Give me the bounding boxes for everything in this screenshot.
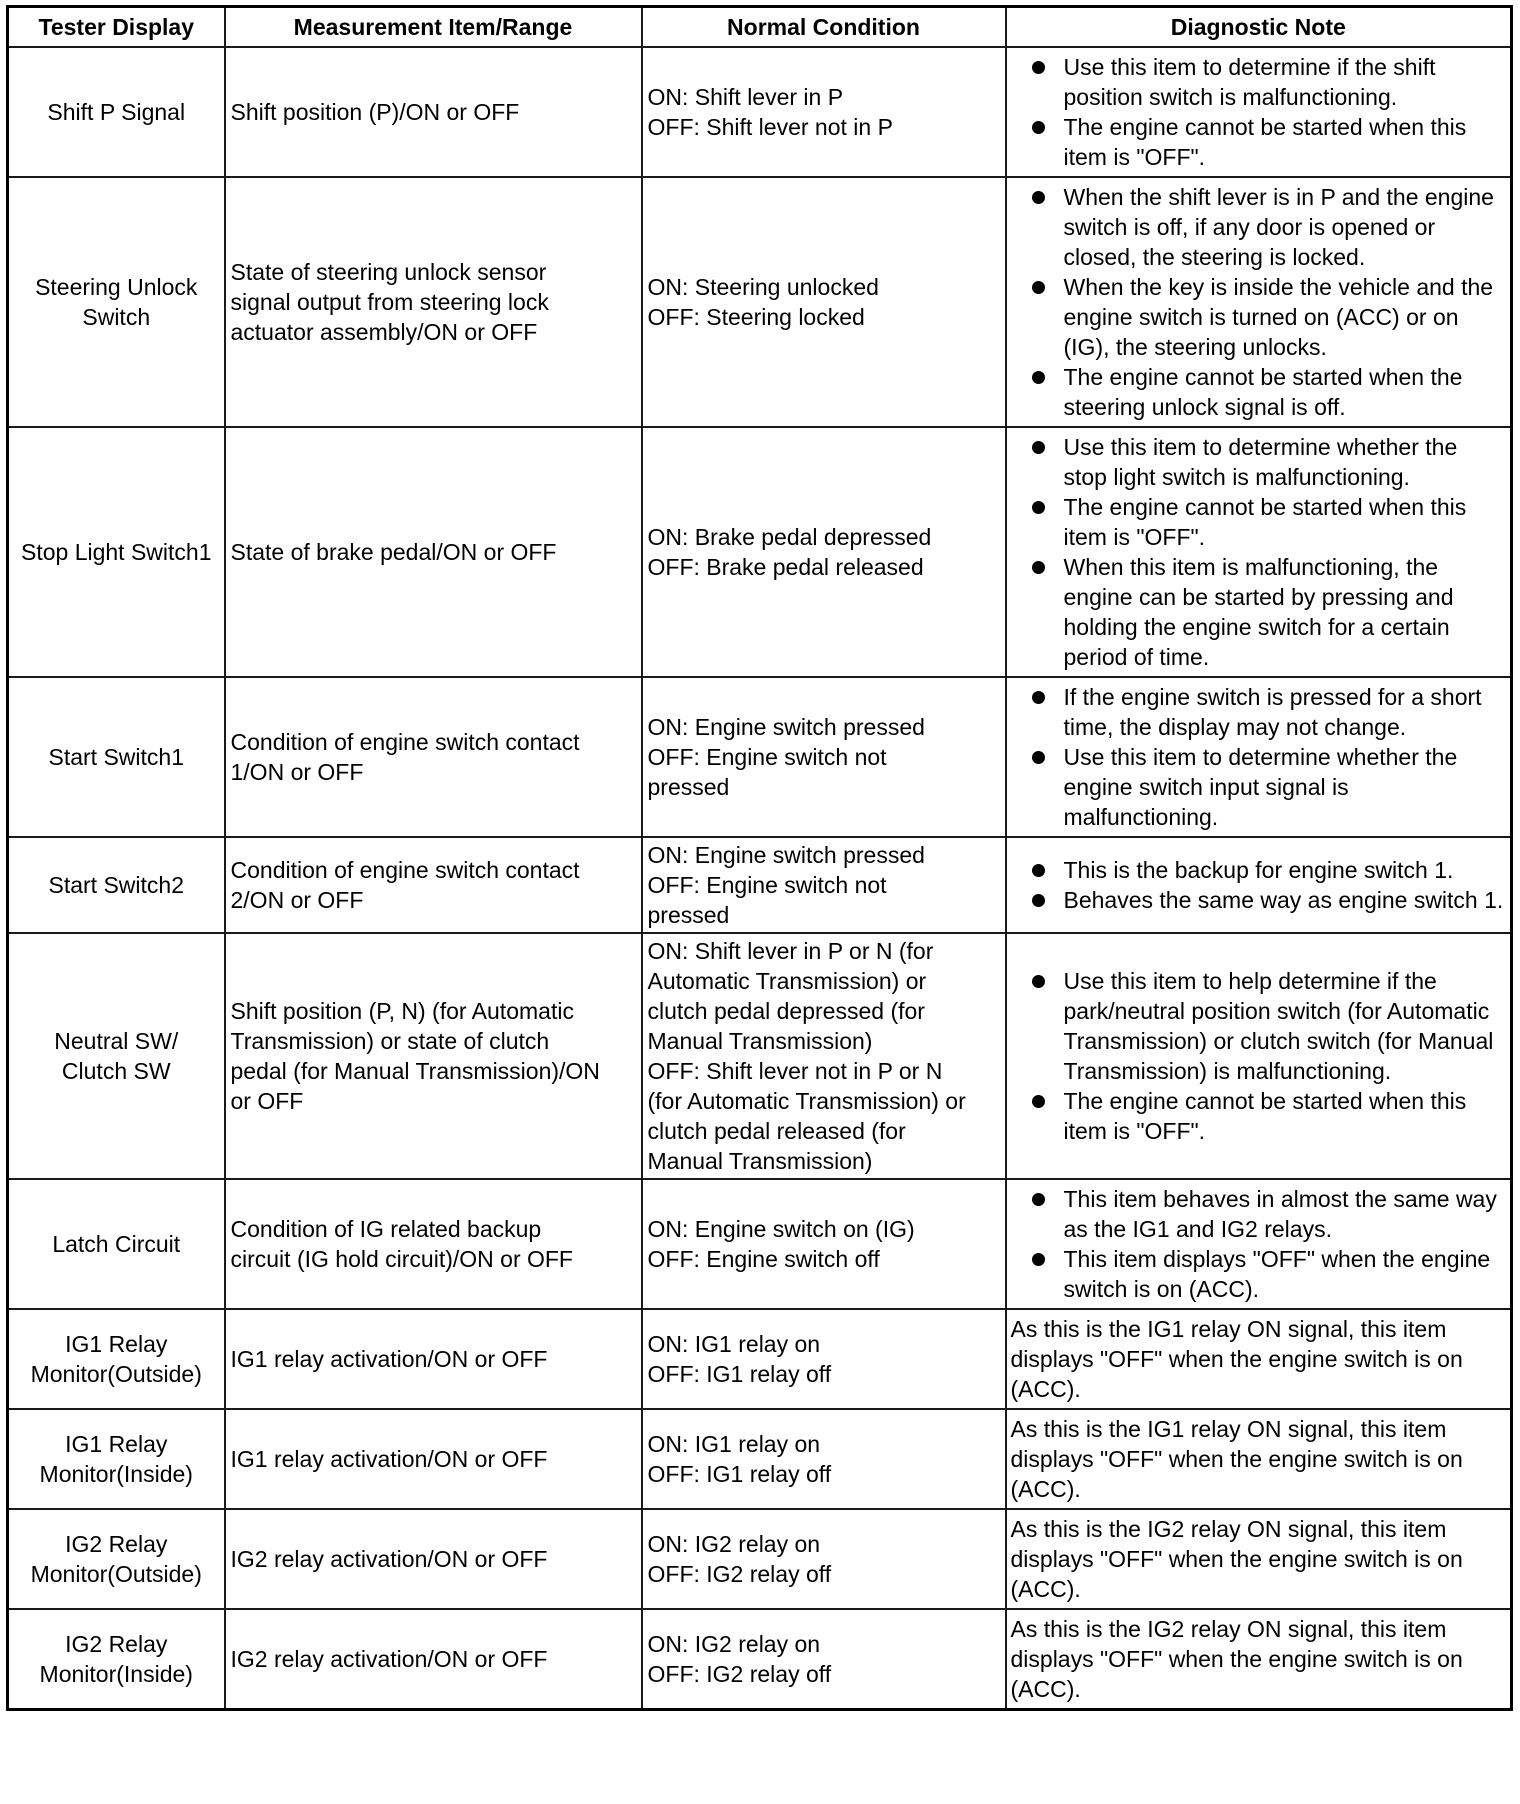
normal-condition-cell [642, 1609, 1006, 1710]
tester-display-cell [8, 1509, 225, 1609]
tester-display-cell [8, 933, 225, 1179]
table-row [8, 837, 1512, 933]
measurement-item-cell-line: State of steering unlock sensor [230, 259, 547, 285]
normal-condition-cell-line: ON: IG1 relay on [647, 1331, 821, 1357]
header-normal-condition: Normal Condition [642, 7, 1006, 48]
tester-display-cell-line: Start Switch2 [48, 872, 184, 898]
tester-display-cell-line: Steering Unlock [35, 274, 198, 300]
note-bullet-item [1011, 682, 1505, 742]
normal-condition-cell-line: Manual Transmission) [647, 1148, 873, 1174]
measurement-item-cell [225, 1509, 642, 1609]
tester-display-cell-line: Shift P Signal [47, 99, 186, 125]
normal-condition-cell [642, 677, 1006, 837]
note-bullet-item [1011, 885, 1505, 915]
measurement-item-cell-line: or OFF [230, 1088, 304, 1114]
normal-condition-cell-line: OFF: Brake pedal released [647, 554, 924, 580]
normal-condition-cell-line: ON: IG1 relay on [647, 1431, 821, 1457]
diagnostic-note-cell [1006, 1179, 1512, 1309]
diagnostic-note-cell [1006, 47, 1512, 177]
note-bullet-item [1011, 855, 1505, 885]
tester-display-cell [8, 47, 225, 177]
measurement-item-cell-line: IG1 relay activation/ON or OFF [230, 1346, 548, 1372]
measurement-item-cell-line: 2/ON or OFF [230, 887, 364, 913]
tester-display-cell-line: Start Switch1 [48, 744, 184, 770]
bullet-dot-icon [1032, 691, 1045, 704]
measurement-item-cell [225, 427, 642, 677]
normal-condition-cell [642, 1309, 1006, 1409]
normal-condition-cell-line: OFF: IG2 relay off [647, 1561, 832, 1587]
note-bullet-list [1011, 52, 1505, 172]
measurement-item-cell-line: 1/ON or OFF [230, 759, 364, 785]
tester-display-cell-line: Clutch SW [61, 1058, 171, 1084]
measurement-item-cell-line: IG2 relay activation/ON or OFF [230, 1546, 548, 1572]
note-bullet-text: When this item is malfunctioning, the engine can be started by pressing and holding the engine switch for a certain period of time. [1063, 554, 1454, 670]
tester-display-cell-line: Monitor(Inside) [39, 1461, 193, 1487]
tester-display-cell [8, 1409, 225, 1509]
normal-condition-cell-line: ON: IG2 relay on [647, 1531, 821, 1557]
note-bullet-item [1011, 492, 1505, 552]
bullet-dot-icon [1032, 121, 1045, 134]
note-bullet-text: Use this item to help determine if the park/neutral position switch (for Automatic Transmission) or clutch switch (for Manual Transmission) is malfunctioning. [1063, 968, 1494, 1084]
bullet-dot-icon [1032, 864, 1045, 877]
note-text: As this is the IG1 relay ON signal, this item displays "OFF" when the engine switch is on (ACC). [1010, 1316, 1463, 1402]
note-bullet-item [1011, 52, 1505, 112]
note-text: As this is the IG2 relay ON signal, this item displays "OFF" when the engine switch is on (ACC). [1010, 1616, 1463, 1702]
measurement-item-cell [225, 1309, 642, 1409]
measurement-item-cell-line: State of brake pedal/ON or OFF [230, 539, 557, 565]
tester-display-cell [8, 1609, 225, 1710]
normal-condition-cell-line: (for Automatic Transmission) or [647, 1088, 966, 1114]
table-row [8, 427, 1512, 677]
measurement-item-cell-line: Condition of engine switch contact [230, 729, 580, 755]
normal-condition-cell [642, 1409, 1006, 1509]
table-body [8, 47, 1512, 1710]
bullet-dot-icon [1032, 371, 1045, 384]
table-row [8, 1179, 1512, 1309]
normal-condition-cell-line: pressed [647, 774, 730, 800]
diagnostic-note-cell [1006, 1509, 1512, 1609]
normal-condition-cell [642, 47, 1006, 177]
normal-condition-cell-line: Automatic Transmission) or [647, 968, 927, 994]
note-bullet-item [1011, 272, 1505, 362]
note-bullet-item [1011, 966, 1505, 1086]
tester-display-cell [8, 837, 225, 933]
bullet-dot-icon [1032, 561, 1045, 574]
bullet-dot-icon [1032, 281, 1045, 294]
tester-display-cell [8, 677, 225, 837]
tester-display-cell-line: Switch [82, 304, 151, 330]
normal-condition-cell-line: ON: Engine switch on (IG) [647, 1216, 915, 1242]
bullet-dot-icon [1032, 61, 1045, 74]
diagnostic-note-cell [1006, 677, 1512, 837]
note-bullet-text: The engine cannot be started when the steering unlock signal is off. [1063, 364, 1463, 420]
bullet-dot-icon [1032, 501, 1045, 514]
diagnostic-note-cell [1006, 1609, 1512, 1710]
measurement-item-cell [225, 677, 642, 837]
note-bullet-list [1011, 682, 1505, 832]
normal-condition-cell [642, 933, 1006, 1179]
diagnostic-note-cell [1006, 1409, 1512, 1509]
bullet-dot-icon [1032, 1253, 1045, 1266]
note-bullet-text: Use this item to determine if the shift position switch is malfunctioning. [1063, 54, 1436, 110]
note-text: As this is the IG1 relay ON signal, this item displays "OFF" when the engine switch is on (ACC). [1010, 1416, 1463, 1502]
table-row [8, 933, 1512, 1179]
bullet-dot-icon [1032, 894, 1045, 907]
tester-display-cell-line: Monitor(Outside) [30, 1561, 202, 1587]
measurement-item-cell-line: Transmission) or state of clutch [230, 1028, 550, 1054]
note-bullet-text: Behaves the same way as engine switch 1. [1063, 887, 1504, 913]
measurement-item-cell [225, 1609, 642, 1710]
note-bullet-text: The engine cannot be started when this item is "OFF". [1063, 114, 1467, 170]
note-bullet-text: The engine cannot be started when this item is "OFF". [1063, 1088, 1467, 1144]
normal-condition-cell-line: OFF: IG1 relay off [647, 1361, 832, 1387]
measurement-item-cell [225, 1409, 642, 1509]
measurement-item-cell [225, 837, 642, 933]
measurement-item-cell-line: Shift position (P)/ON or OFF [230, 99, 520, 125]
diagnostic-note-cell [1006, 427, 1512, 677]
note-bullet-item [1011, 432, 1505, 492]
normal-condition-cell-line: ON: Engine switch pressed [647, 842, 925, 868]
normal-condition-cell [642, 1179, 1006, 1309]
tester-display-cell-line: Monitor(Inside) [39, 1661, 193, 1687]
tester-display-cell-line: IG1 Relay [65, 1331, 168, 1357]
tester-display-cell [8, 427, 225, 677]
note-bullet-list [1011, 855, 1505, 915]
bullet-dot-icon [1032, 751, 1045, 764]
normal-condition-cell-line: OFF: Engine switch off [647, 1246, 880, 1272]
normal-condition-cell [642, 427, 1006, 677]
normal-condition-cell-line: clutch pedal depressed (for [647, 998, 925, 1024]
data-list-table [6, 5, 1513, 1711]
tester-display-cell [8, 1179, 225, 1309]
table-row [8, 677, 1512, 837]
note-bullet-text: This item behaves in almost the same way as the IG1 and IG2 relays. [1063, 1186, 1497, 1242]
normal-condition-cell-line: OFF: IG2 relay off [647, 1661, 832, 1687]
table-row [8, 47, 1512, 177]
tester-display-cell-line: IG2 Relay [65, 1531, 168, 1557]
tester-display-cell-line: IG2 Relay [65, 1631, 168, 1657]
tester-display-cell [8, 177, 225, 427]
table-row [8, 177, 1512, 427]
tester-display-cell-line: Monitor(Outside) [30, 1361, 202, 1387]
note-bullet-text: This is the backup for engine switch 1. [1063, 857, 1454, 883]
bullet-dot-icon [1032, 191, 1045, 204]
note-bullet-list [1011, 966, 1505, 1146]
measurement-item-cell [225, 177, 642, 427]
diagnostic-note-cell [1006, 177, 1512, 427]
tester-display-cell-line: Stop Light Switch1 [20, 539, 212, 565]
header-tester-display: Tester Display [8, 7, 225, 48]
note-bullet-item [1011, 112, 1505, 172]
note-bullet-item [1011, 1244, 1505, 1304]
normal-condition-cell-line: ON: Steering unlocked [647, 274, 879, 300]
note-bullet-item [1011, 362, 1505, 422]
note-bullet-item [1011, 552, 1505, 672]
note-bullet-item [1011, 1184, 1505, 1244]
normal-condition-cell [642, 837, 1006, 933]
note-text: As this is the IG2 relay ON signal, this item displays "OFF" when the engine switch is on (ACC). [1010, 1516, 1463, 1602]
table-row [8, 1609, 1512, 1710]
table-row [8, 1409, 1512, 1509]
normal-condition-cell-line: ON: Shift lever in P [647, 84, 844, 110]
normal-condition-cell-line: pressed [647, 902, 730, 928]
bullet-dot-icon [1032, 441, 1045, 454]
normal-condition-cell-line: ON: Engine switch pressed [647, 714, 925, 740]
note-bullet-item [1011, 1086, 1505, 1146]
measurement-item-cell-line: Condition of IG related backup [230, 1216, 542, 1242]
data-list-document [6, 5, 1510, 1711]
normal-condition-cell-line: clutch pedal released (for [647, 1118, 906, 1144]
normal-condition-cell [642, 1509, 1006, 1609]
measurement-item-cell-line: Shift position (P, N) (for Automatic [230, 998, 574, 1024]
tester-display-cell-line: IG1 Relay [65, 1431, 168, 1457]
table-row [8, 1309, 1512, 1409]
note-bullet-list [1011, 1184, 1505, 1304]
measurement-item-cell-line: Condition of engine switch contact [230, 857, 580, 883]
note-bullet-text: Use this item to determine whether the stop light switch is malfunctioning. [1063, 434, 1458, 490]
measurement-item-cell-line: IG1 relay activation/ON or OFF [230, 1446, 548, 1472]
normal-condition-cell-line: OFF: Shift lever not in P or N [647, 1058, 943, 1084]
normal-condition-cell-line: OFF: Engine switch not [647, 872, 887, 898]
normal-condition-cell-line: Manual Transmission) [647, 1028, 873, 1054]
normal-condition-cell [642, 177, 1006, 427]
tester-display-cell-line: Neutral SW/ [54, 1028, 179, 1054]
measurement-item-cell-line: pedal (for Manual Transmission)/ON [230, 1058, 600, 1084]
note-bullet-text: If the engine switch is pressed for a short time, the display may not change. [1063, 684, 1482, 740]
normal-condition-cell-line: ON: IG2 relay on [647, 1631, 821, 1657]
table-row [8, 1509, 1512, 1609]
header-measurement-item: Measurement Item/Range [225, 7, 642, 48]
measurement-item-cell-line: circuit (IG hold circuit)/ON or OFF [230, 1246, 573, 1272]
header-diagnostic-note: Diagnostic Note [1006, 7, 1512, 48]
bullet-dot-icon [1032, 975, 1045, 988]
diagnostic-note-cell [1006, 933, 1512, 1179]
bullet-dot-icon [1032, 1193, 1045, 1206]
note-bullet-list [1011, 432, 1505, 672]
normal-condition-cell-line: OFF: Shift lever not in P [647, 114, 893, 140]
normal-condition-cell-line: ON: Shift lever in P or N (for [647, 938, 934, 964]
measurement-item-cell [225, 933, 642, 1179]
measurement-item-cell [225, 1179, 642, 1309]
note-bullet-text: The engine cannot be started when this item is "OFF". [1063, 494, 1467, 550]
tester-display-cell [8, 1309, 225, 1409]
measurement-item-cell-line: IG2 relay activation/ON or OFF [230, 1646, 548, 1672]
header-row [8, 7, 1512, 48]
normal-condition-cell-line: ON: Brake pedal depressed [647, 524, 932, 550]
note-bullet-item [1011, 742, 1505, 832]
normal-condition-cell-line: OFF: IG1 relay off [647, 1461, 832, 1487]
bullet-dot-icon [1032, 1095, 1045, 1108]
note-bullet-text: Use this item to determine whether the engine switch input signal is malfunctioning. [1063, 744, 1458, 830]
note-bullet-list [1011, 182, 1505, 422]
normal-condition-cell-line: OFF: Engine switch not [647, 744, 887, 770]
measurement-item-cell-line: signal output from steering lock [230, 289, 549, 315]
normal-condition-cell-line: OFF: Steering locked [647, 304, 865, 330]
measurement-item-cell [225, 47, 642, 177]
tester-display-cell-line: Latch Circuit [52, 1231, 181, 1257]
diagnostic-note-cell [1006, 837, 1512, 933]
diagnostic-note-cell [1006, 1309, 1512, 1409]
measurement-item-cell-line: actuator assembly/ON or OFF [230, 319, 538, 345]
note-bullet-text: This item displays "OFF" when the engine switch is on (ACC). [1063, 1246, 1491, 1302]
note-bullet-item [1011, 182, 1505, 272]
note-bullet-text: When the key is inside the vehicle and the engine switch is turned on (ACC) or on (IG), the steering unlocks. [1063, 274, 1494, 360]
note-bullet-text: When the shift lever is in P and the engine switch is off, if any door is opened or closed, the steering is locked. [1063, 184, 1494, 270]
